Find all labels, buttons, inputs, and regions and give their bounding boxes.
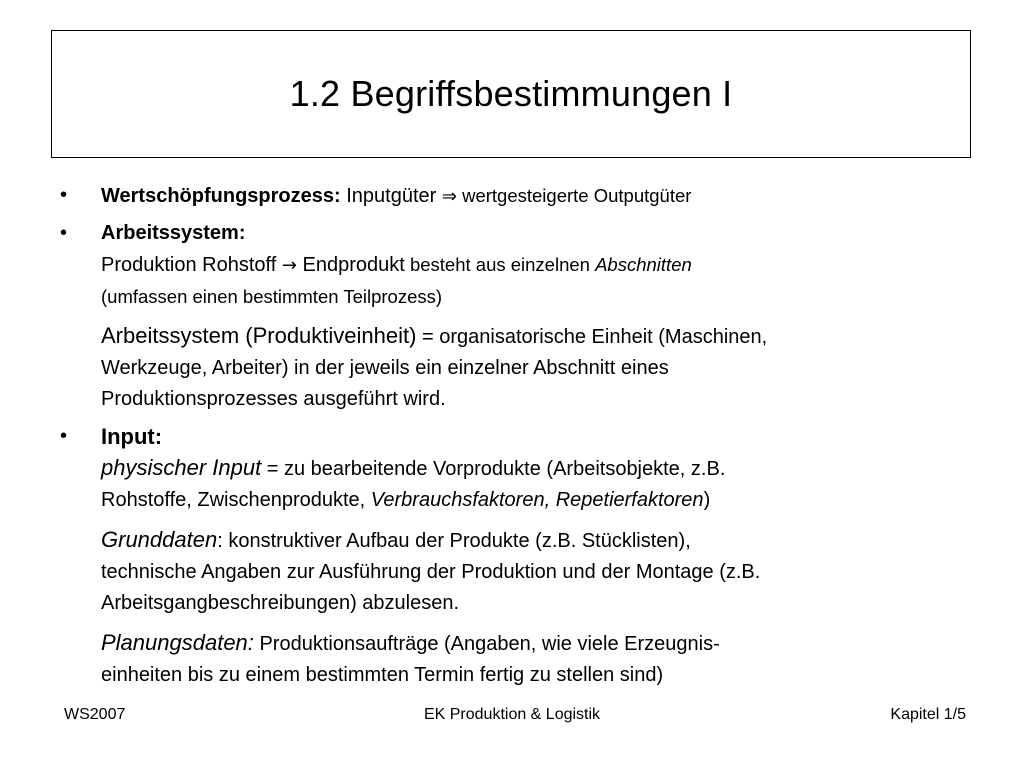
bullet-line — [101, 249, 978, 281]
slide-title: 1.2 Begriffsbestimmungen I — [289, 73, 733, 114]
text-physischer-input: physischer Input — [101, 455, 262, 480]
footer-course: EK Produktion & Logistik — [423, 706, 601, 723]
slide-footer — [0, 706, 1024, 730]
text-outputgueter: wertgesteigerte Outputgüter — [456, 185, 692, 206]
bullet-term-line — [101, 421, 978, 452]
text-organisatorische-einheit: = organisatorische Einheit (Maschinen, — [416, 326, 768, 348]
text-abschnitten: Abschnitten — [595, 254, 692, 275]
text-inputgueter: Inputgüter — [340, 185, 442, 207]
term-wertschoepfungsprozess: Wertschöpfungsprozess: — [101, 185, 341, 207]
bullet-line: Produktionsprozesses ausgeführt wird. — [101, 388, 446, 410]
text-besteht-aus: besteht aus einzelnen — [404, 254, 596, 275]
bullet-dot-icon: • — [60, 184, 68, 206]
bullet-input — [58, 421, 978, 691]
text-konstruktiver-aufbau: : konstruktiver Aufbau der Produkte (z.B. Stücklisten), — [217, 530, 691, 552]
text-closing-paren: ) — [703, 489, 711, 511]
text-rohstoffe: Rohstoffe, Zwischenprodukte, — [101, 489, 371, 511]
paragraph-planungsdaten — [101, 627, 978, 691]
text-produktionsauftraege: Produktionsaufträge (Angaben, wie viele Erzeugnis- — [253, 633, 720, 655]
paragraph-produktiveinheit — [101, 320, 978, 415]
slide-content — [58, 180, 978, 691]
bullet-line: (umfassen einen bestimmten Teilprozess) — [101, 286, 443, 307]
text-arbeitssystem-produktiveinheit: Arbeitssystem (Produktiveinheit) — [101, 323, 417, 348]
term-input: Input: — [101, 424, 163, 449]
footer-chapter: Kapitel 1/5 — [890, 706, 966, 723]
bullet-dot-icon: • — [60, 425, 68, 447]
implies-arrow-icon: ⇒ — [441, 186, 457, 207]
right-arrow-icon: → — [281, 255, 297, 276]
bullet-line — [101, 524, 978, 557]
bullet-term-line — [101, 218, 978, 249]
bullet-line: Werkzeuge, Arbeiter) in der jeweils ein einzelner Abschnitt eines — [101, 357, 669, 379]
bullet-line: technische Angaben zur Ausführung der Produktion und der Montage (z.B. — [101, 561, 761, 583]
text-grunddaten: Grunddaten — [101, 527, 218, 552]
paragraph-grunddaten — [101, 524, 978, 619]
bullet-wertschoepfungsprozess — [58, 180, 978, 212]
bullet-dot-icon: • — [60, 222, 68, 244]
bullet-line: einheiten bis zu einem bestimmten Termin fertig zu stellen sind) — [101, 664, 664, 686]
term-arbeitssystem: Arbeitssystem: — [101, 222, 246, 244]
text-planungsdaten: Planungsdaten: — [101, 630, 254, 655]
footer-semester: WS2007 — [64, 706, 126, 723]
text-endprodukt: Endprodukt — [296, 254, 405, 276]
bullet-line — [101, 485, 978, 516]
bullet-line — [101, 180, 978, 212]
slide-title-box — [51, 30, 971, 158]
bullet-line — [101, 452, 978, 485]
text-vorprodukte: = zu bearbeitende Vorprodukte (Arbeitsobjekte, z.B. — [261, 458, 726, 480]
bullet-line — [101, 627, 978, 660]
bullet-arbeitssystem — [58, 218, 978, 415]
bullet-line — [101, 320, 978, 353]
text-produktion-rohstoff: Produktion Rohstoff — [101, 254, 282, 276]
text-verbrauchsfaktoren: Verbrauchsfaktoren, Repetierfaktoren — [370, 489, 704, 511]
bullet-line: Arbeitsgangbeschreibungen) abzulesen. — [101, 592, 460, 614]
